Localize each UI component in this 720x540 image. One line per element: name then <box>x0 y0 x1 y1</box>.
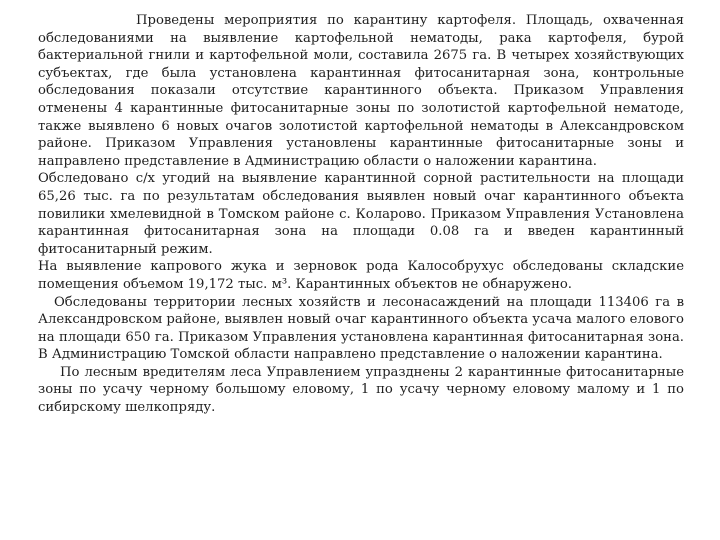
paragraph-potato-quarantine: Проведены мероприятия по карантину картофеля. Площадь, охваченная обследованиями на выявление картофельной нематоды, рака картофеля, бурой бактериальной гнили и картофельной моли, составила 2675 га. В четырех хозяйствующих субъектах, где была установлена карантинная фитосанитарная зона, контрольные обследования показали отсутствие карантинного объекта. Приказом Управления отменены 4 карантинные фитосанитарные зоны по золотистой картофельной нематоде, также выявлено 6 новых очагов золотистой картофельной нематоды в Александровском районе. Приказом Управления установлены карантинные фитосанитарные зоны и направлено представление в Администрацию области о наложении карантина. <box>38 13 684 169</box>
paragraph-forest-survey: Обследованы территории лесных хозяйств и лесонасаждений на площади 113406 га в Александровском районе, выявлен новый очаг карантинного объекта усача малого елового на площади 650 га. Приказом Управления установлена карантинная фитосанитарная зона. В Администрацию Томской области направлено представление о наложении карантина. <box>38 294 684 363</box>
paragraph-warehouse-survey: На выявление капрового жука и зерновок рода Калособрухус обследованы складские помещения объемом 19,172 тыс. м³. Карантинных объектов не обнаружено. <box>38 259 684 292</box>
paragraph-forest-pests: По лесным вредителям леса Управлением упразднены 2 карантинные фитосанитарные зоны по усачу черному большому еловому, 1 по усачу черному еловому малому и 1 по сибирскому шелкопряду. <box>38 364 684 416</box>
paragraph-weed-survey: Обследовано с/х угодий на выявление карантинной сорной растительности на площади 65,26 тыс. га по результатам обследования выявлен новый очаг карантинного объекта повилики хмелевидной в Томском районе с. Коларово. Приказом Управления Установлена карантинная фитосанитарная зона на площади 0.08 га и введен карантинный фитосанитарный режим. <box>38 171 684 257</box>
document-body <box>38 12 684 417</box>
